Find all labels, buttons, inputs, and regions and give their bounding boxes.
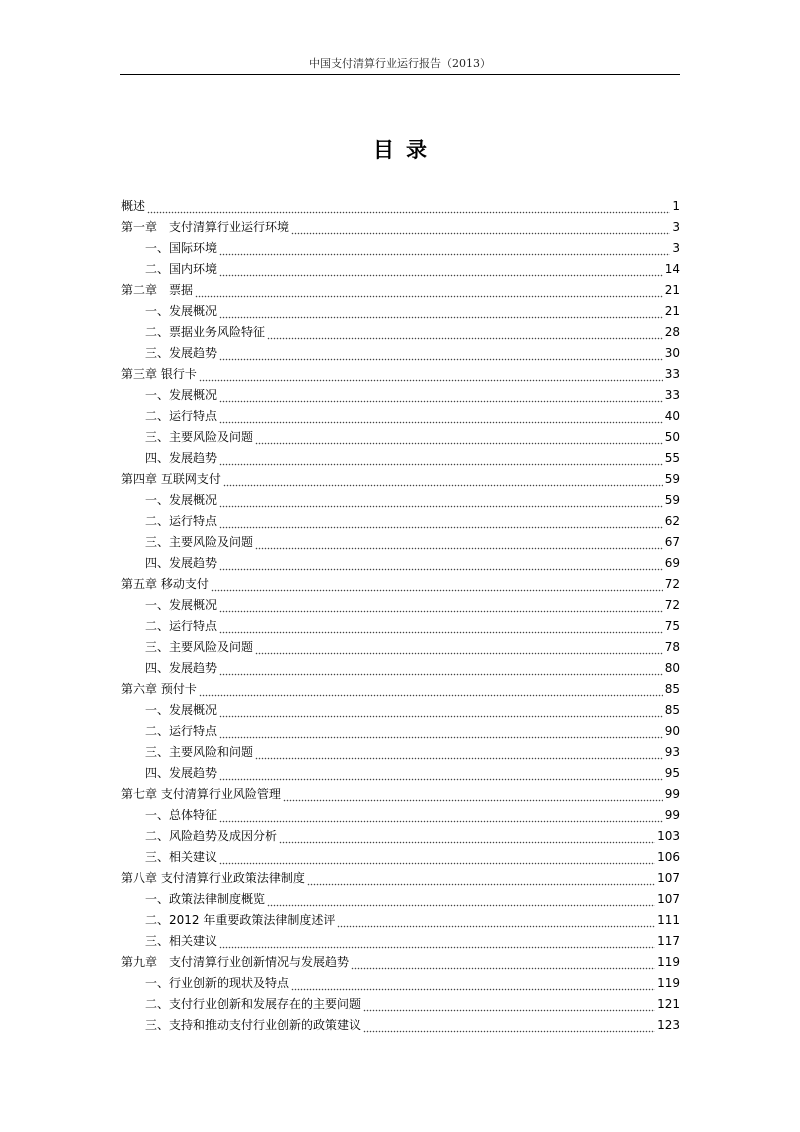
toc-dot-leader (219, 658, 663, 679)
toc-dot-leader (255, 637, 663, 658)
toc-entry-text: 三、主要风险及问题 (145, 430, 254, 444)
header-rule (120, 74, 680, 75)
toc-page-number: 80 (664, 661, 680, 675)
toc-entry-text: 第七章 支付清算行业风险管理 (121, 787, 281, 801)
toc-entry-text: 二、支付行业创新和发展存在的主要问题 (145, 997, 362, 1011)
toc-dot-leader (219, 805, 663, 826)
running-header: 中国支付清算行业运行报告（2013） (309, 57, 491, 70)
toc-entry-text: 二、运行特点 (145, 514, 218, 528)
toc-page-number: 33 (664, 388, 680, 402)
toc-dot-leader (223, 469, 663, 490)
toc-page-number: 106 (657, 850, 680, 864)
toc-entry-text: 第八章 支付清算行业政策法律制度 (121, 871, 305, 885)
toc-page-number: 72 (664, 577, 680, 591)
toc-section-entry[interactable] (121, 1015, 680, 1036)
toc-chapter-entry[interactable] (121, 469, 680, 490)
toc-dot-leader (255, 532, 663, 553)
toc-section-entry[interactable] (121, 322, 680, 343)
toc-section-entry[interactable] (121, 637, 680, 658)
toc-entry-text: 一、发展概况 (145, 703, 218, 717)
toc-page-number: 99 (664, 787, 680, 801)
toc-page-number: 123 (657, 1018, 680, 1032)
toc-entry-text: 二、风险趋势及成因分析 (145, 829, 278, 843)
toc-section-entry[interactable] (121, 385, 680, 406)
toc-dot-leader (219, 700, 663, 721)
toc-dot-leader (363, 1015, 655, 1036)
toc-dot-leader (219, 595, 663, 616)
toc-section-entry[interactable] (121, 238, 680, 259)
toc-section-entry[interactable] (121, 700, 680, 721)
toc-section-entry[interactable] (121, 532, 680, 553)
toc-section-entry[interactable] (121, 427, 680, 448)
toc-entry-text: 第二章 票据 (121, 283, 194, 297)
toc-entry-text: 一、发展概况 (145, 388, 218, 402)
toc-list (121, 196, 680, 1036)
toc-entry-text: 一、发展概况 (145, 598, 218, 612)
toc-chapter-entry[interactable] (121, 196, 680, 217)
toc-dot-leader (267, 322, 663, 343)
toc-page-number: 67 (664, 535, 680, 549)
toc-entry-text: 一、总体特征 (145, 808, 218, 822)
toc-dot-leader (199, 364, 663, 385)
toc-dot-leader (147, 196, 670, 217)
toc-page-number: 107 (657, 871, 680, 885)
toc-dot-leader (219, 343, 663, 364)
toc-dot-leader (219, 448, 663, 469)
toc-page-number: 107 (657, 892, 680, 906)
toc-chapter-entry[interactable] (121, 364, 680, 385)
toc-page-number: 50 (664, 430, 680, 444)
toc-chapter-entry[interactable] (121, 784, 680, 805)
toc-section-entry[interactable] (121, 847, 680, 868)
toc-dot-leader (291, 217, 670, 238)
toc-section-entry[interactable] (121, 826, 680, 847)
toc-entry-text: 概述 (121, 199, 146, 213)
toc-section-entry[interactable] (121, 994, 680, 1015)
toc-page-number: 75 (664, 619, 680, 633)
toc-section-entry[interactable] (121, 259, 680, 280)
toc-entry-text: 第五章 移动支付 (121, 577, 209, 591)
toc-entry-text: 二、运行特点 (145, 619, 218, 633)
toc-entry-text: 三、支持和推动支付行业创新的政策建议 (145, 1018, 362, 1032)
toc-entry-text: 一、行业创新的现状及特点 (145, 976, 290, 990)
toc-page-number: 14 (664, 262, 680, 276)
toc-page-number: 90 (664, 724, 680, 738)
toc-entry-text: 二、运行特点 (145, 724, 218, 738)
toc-section-entry[interactable] (121, 616, 680, 637)
toc-entry-text: 三、相关建议 (145, 850, 218, 864)
toc-page-number: 111 (657, 913, 680, 927)
toc-page-number: 59 (664, 493, 680, 507)
toc-dot-leader (255, 742, 663, 763)
toc-entry-text: 三、相关建议 (145, 934, 218, 948)
toc-entry-text: 一、政策法律制度概览 (145, 892, 266, 906)
toc-entry-text: 四、发展趋势 (145, 766, 218, 780)
toc-entry-text: 一、发展概况 (145, 493, 218, 507)
toc-entry-text: 三、主要风险及问题 (145, 535, 254, 549)
toc-page-number: 30 (664, 346, 680, 360)
toc-dot-leader (307, 868, 655, 889)
toc-page-number: 3 (672, 241, 680, 255)
toc-entry-text: 二、国内环境 (145, 262, 218, 276)
toc-page-number: 103 (657, 829, 680, 843)
toc-dot-leader (337, 910, 655, 931)
toc-dot-leader (219, 847, 655, 868)
toc-page-number: 69 (664, 556, 680, 570)
toc-dot-leader (219, 553, 663, 574)
toc-page-number: 1 (672, 199, 680, 213)
toc-section-entry[interactable] (121, 301, 680, 322)
toc-entry-text: 四、发展趋势 (145, 661, 218, 675)
toc-page-number: 78 (664, 640, 680, 654)
toc-chapter-entry[interactable] (121, 679, 680, 700)
toc-dot-leader (195, 280, 663, 301)
toc-section-entry[interactable] (121, 910, 680, 931)
toc-dot-leader (199, 679, 663, 700)
toc-page-number: 28 (664, 325, 680, 339)
toc-dot-leader (219, 490, 663, 511)
toc-entry-text: 第九章 支付清算行业创新情况与发展趋势 (121, 955, 350, 969)
toc-entry-text: 二、运行特点 (145, 409, 218, 423)
toc-entry-text: 四、发展趋势 (145, 451, 218, 465)
toc-page-number: 85 (664, 703, 680, 717)
toc-chapter-entry[interactable] (121, 868, 680, 889)
toc-chapter-entry[interactable] (121, 217, 680, 238)
toc-section-entry[interactable] (121, 805, 680, 826)
toc-entry-text: 三、发展趋势 (145, 346, 218, 360)
toc-entry-text: 第四章 互联网支付 (121, 472, 221, 486)
toc-page-number: 21 (664, 304, 680, 318)
toc-section-entry[interactable] (121, 595, 680, 616)
toc-page-number: 33 (664, 367, 680, 381)
toc-section-entry[interactable] (121, 889, 680, 910)
toc-section-entry[interactable] (121, 343, 680, 364)
toc-dot-leader (363, 994, 655, 1015)
toc-page-number: 3 (672, 220, 680, 234)
toc-page-number: 119 (657, 955, 680, 969)
toc-section-entry[interactable] (121, 511, 680, 532)
toc-entry-text: 三、主要风险及问题 (145, 640, 254, 654)
toc-entry-text: 一、国际环境 (145, 241, 218, 255)
toc-section-entry[interactable] (121, 406, 680, 427)
toc-dot-leader (219, 301, 663, 322)
toc-entry-text: 二、2012 年重要政策法律制度述评 (145, 913, 336, 927)
toc-section-entry[interactable] (121, 448, 680, 469)
toc-dot-leader (291, 973, 655, 994)
toc-section-entry[interactable] (121, 973, 680, 994)
toc-page-number: 62 (664, 514, 680, 528)
toc-entry-text: 三、主要风险和问题 (145, 745, 254, 759)
toc-entry-text: 第三章 银行卡 (121, 367, 197, 381)
toc-dot-leader (219, 238, 670, 259)
toc-section-entry[interactable] (121, 658, 680, 679)
toc-entry-text: 第一章 支付清算行业运行环境 (121, 220, 290, 234)
toc-page-number: 40 (664, 409, 680, 423)
toc-dot-leader (279, 826, 655, 847)
toc-page-number: 85 (664, 682, 680, 696)
toc-dot-leader (219, 511, 663, 532)
toc-chapter-entry[interactable] (121, 574, 680, 595)
toc-section-entry[interactable] (121, 763, 680, 784)
toc-page-number: 119 (657, 976, 680, 990)
toc-page-number: 55 (664, 451, 680, 465)
toc-dot-leader (351, 952, 655, 973)
toc-page-number: 21 (664, 283, 680, 297)
toc-page-number: 95 (664, 766, 680, 780)
toc-entry-text: 第六章 预付卡 (121, 682, 197, 696)
toc-dot-leader (219, 721, 663, 742)
toc-section-entry[interactable] (121, 553, 680, 574)
toc-page-number: 72 (664, 598, 680, 612)
toc-page-number: 99 (664, 808, 680, 822)
toc-dot-leader (255, 427, 663, 448)
toc-section-entry[interactable] (121, 490, 680, 511)
toc-chapter-entry[interactable] (121, 952, 680, 973)
toc-section-entry[interactable] (121, 742, 680, 763)
toc-entry-text: 四、发展趋势 (145, 556, 218, 570)
toc-section-entry[interactable] (121, 931, 680, 952)
toc-entry-text: 二、票据业务风险特征 (145, 325, 266, 339)
toc-page-number: 121 (657, 997, 680, 1011)
toc-dot-leader (219, 406, 663, 427)
toc-section-entry[interactable] (121, 721, 680, 742)
toc-dot-leader (219, 385, 663, 406)
toc-chapter-entry[interactable] (121, 280, 680, 301)
toc-entry-text: 一、发展概况 (145, 304, 218, 318)
toc-page-number: 117 (657, 934, 680, 948)
toc-page-number: 59 (664, 472, 680, 486)
toc-dot-leader (219, 259, 663, 280)
toc-page-number: 93 (664, 745, 680, 759)
toc-dot-leader (267, 889, 655, 910)
toc-title: 目录 (373, 138, 439, 162)
toc-dot-leader (283, 784, 663, 805)
toc-dot-leader (219, 763, 663, 784)
toc-dot-leader (219, 616, 663, 637)
toc-dot-leader (219, 931, 655, 952)
toc-dot-leader (211, 574, 663, 595)
